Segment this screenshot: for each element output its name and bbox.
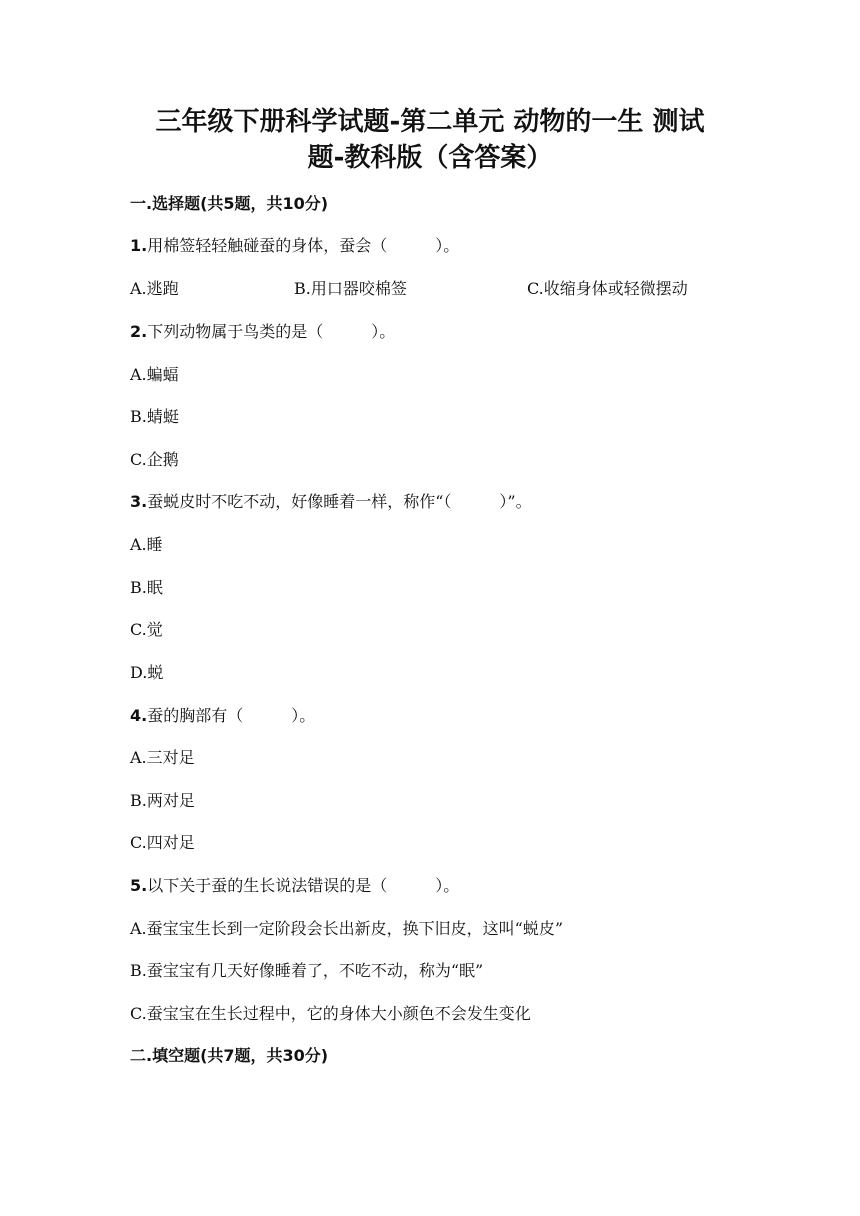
- option-b: B.两对足: [130, 791, 195, 810]
- question-number: 4.: [130, 706, 148, 725]
- section-heading-choice: 一.选择题(共5题，共10分): [130, 194, 329, 213]
- option-c: C.四对足: [130, 833, 195, 852]
- question-number: 3.: [130, 492, 148, 511]
- question-number: 2.: [130, 322, 148, 341]
- option-c: C.企鹅: [130, 450, 179, 469]
- title-line-2: 题-教科版（含答案）: [307, 143, 553, 173]
- option-a: A.蝙蝠: [130, 365, 179, 384]
- option-a: A.三对足: [130, 748, 195, 767]
- question-1-options: [130, 279, 730, 299]
- question-text: 下列动物属于鸟类的是（ ）。: [147, 322, 396, 341]
- question-text: 蚕蜕皮时不吃不动，好像睡着一样，称作“（ ）”。: [147, 492, 532, 511]
- question-number: 5.: [130, 876, 148, 895]
- question-text: 蚕的胸部有（ ）。: [147, 706, 316, 725]
- option-c: C.蚕宝宝在生长过程中，它的身体大小颜色不会发生变化: [130, 1004, 531, 1023]
- question-number: 1.: [130, 236, 148, 255]
- option-a: A.逃跑: [130, 279, 179, 298]
- title-line-1: 三年级下册科学试题-第二单元 动物的一生 测试: [155, 107, 705, 137]
- question-text: 用棉签轻轻触碰蚕的身体，蚕会（ ）。: [147, 236, 460, 255]
- section-heading-fill-blank: 二.填空题(共7题，共30分): [130, 1046, 329, 1065]
- option-b: B.蚕宝宝有几天好像睡着了，不吃不动，称为“眠”: [130, 961, 484, 980]
- page-title: [120, 104, 740, 176]
- option-b: B.蜻蜓: [130, 407, 179, 426]
- option-a: A.睡: [130, 535, 163, 554]
- question-4: [130, 706, 315, 726]
- question-text: 以下关于蚕的生长说法错误的是（ ）。: [147, 876, 460, 895]
- option-c: C.收缩身体或轻微摆动: [527, 279, 688, 298]
- question-2: [130, 322, 395, 342]
- option-d: D.蜕: [130, 663, 164, 682]
- question-3: [130, 492, 532, 512]
- option-b: B.眠: [130, 578, 163, 597]
- option-a: A.蚕宝宝生长到一定阶段会长出新皮，换下旧皮，这叫“蜕皮”: [130, 919, 564, 938]
- question-5: [130, 876, 459, 896]
- option-c: C.觉: [130, 620, 163, 639]
- option-b: B.用口器咬棉签: [294, 279, 407, 298]
- question-1: [130, 236, 459, 256]
